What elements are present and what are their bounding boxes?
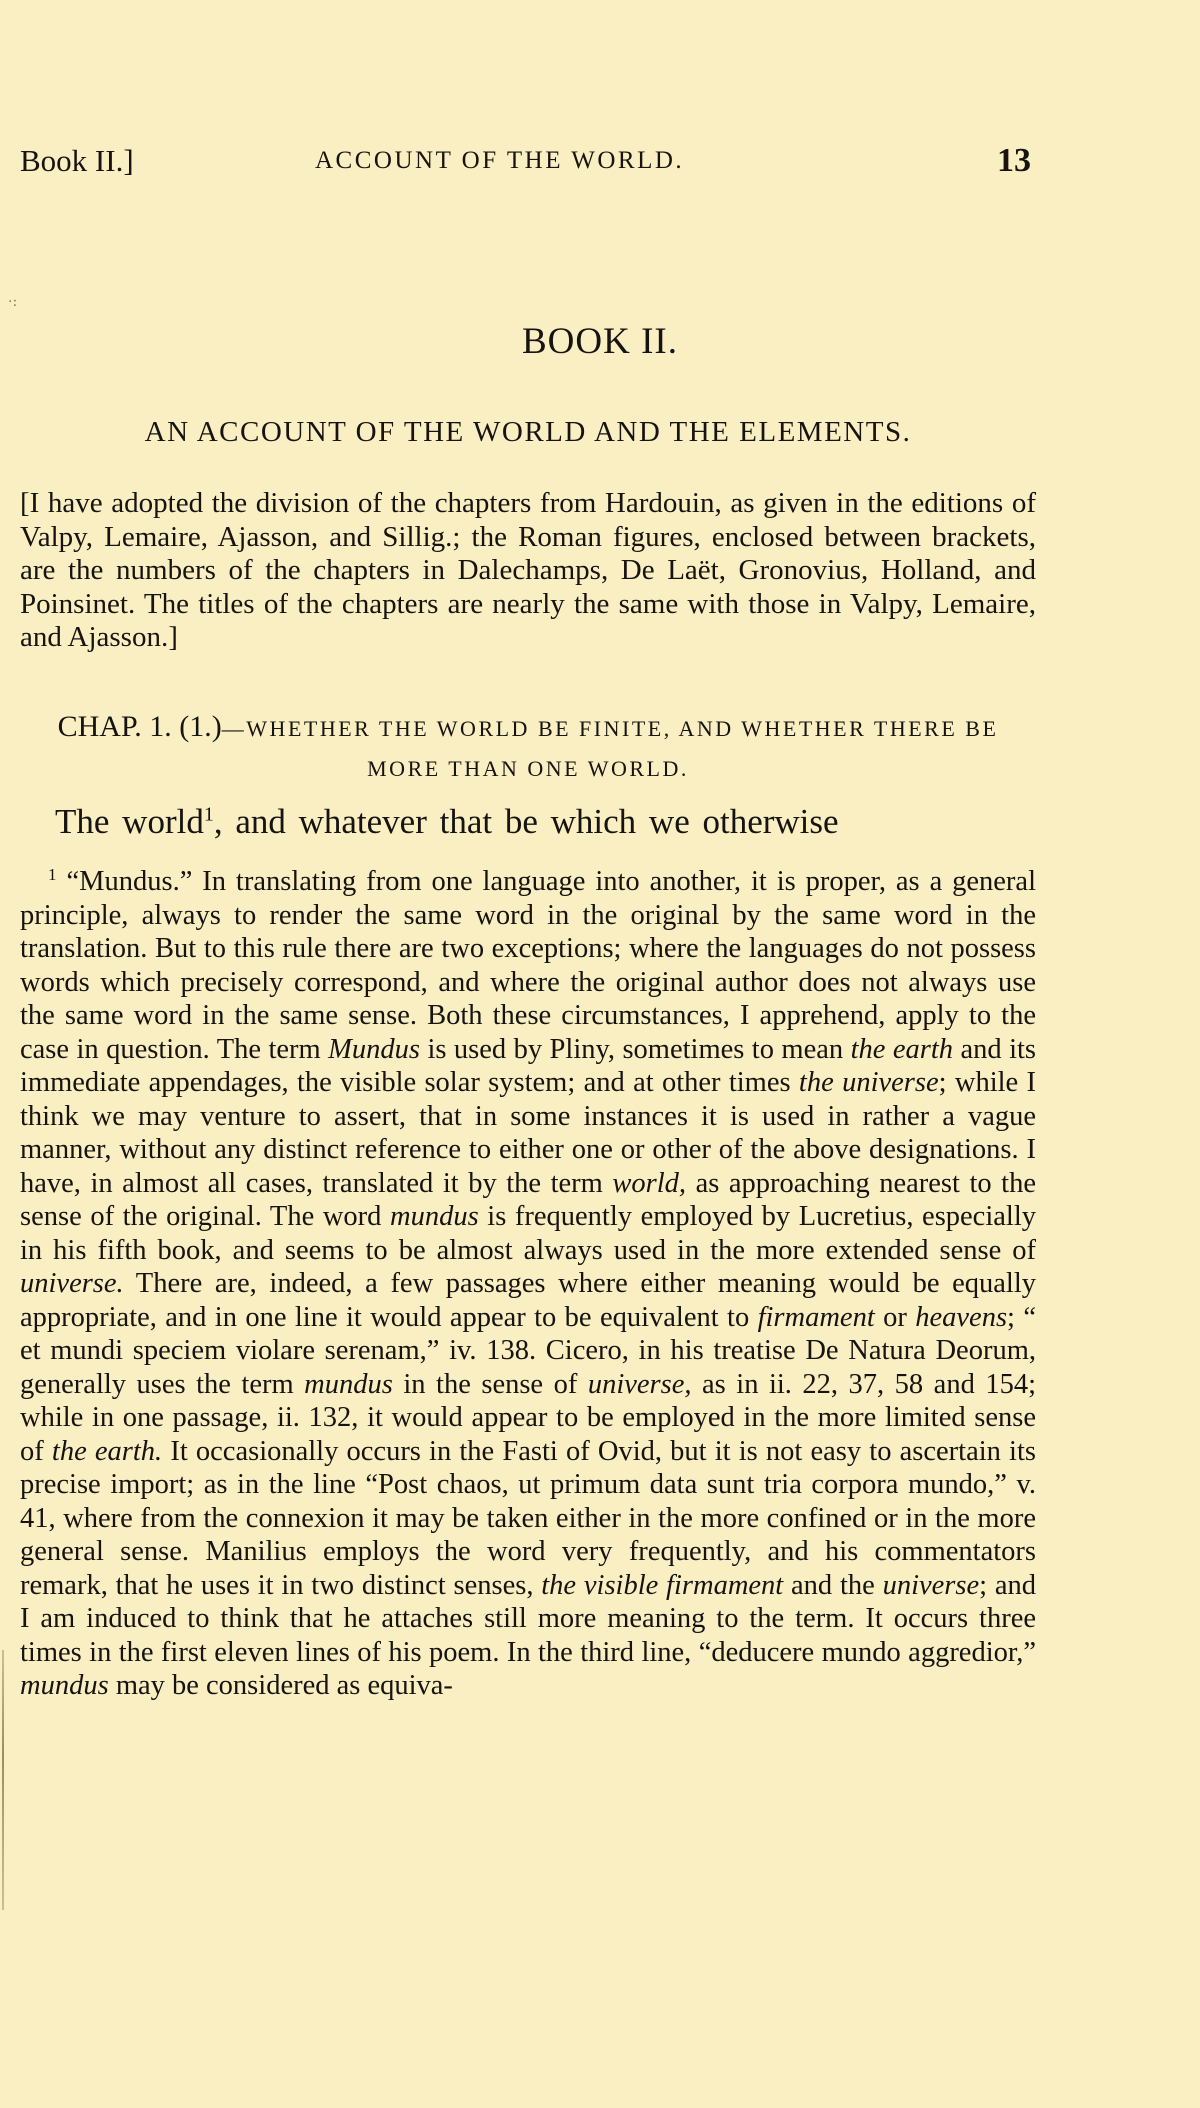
footnote-text-run: There are, indeed, a few passages where either meaning would be equally appropriate, and in one line it would appear to be equivalent to <box>20 1268 1036 1333</box>
footnote-italic-term: the visible firmament <box>541 1569 784 1601</box>
margin-speck: ·: <box>8 294 18 310</box>
footnote-italic-term: the earth <box>850 1033 954 1065</box>
book-subtitle: AN ACCOUNT OF THE WORLD AND THE ELEMENTS. <box>144 416 912 448</box>
footnote-italic-term: the earth. <box>51 1435 163 1467</box>
opening-text-end: , and whatever that be which we otherwise <box>213 802 839 841</box>
footnote-text-run: “Mundus.” In translating from one language into another, it is proper, as a general principle, always to render the same word in the original by the same word in the translation. But to this rule there are two exceptions; where the languages do not possess words which precisely correspond, and where the original author does not always use the same word in the same sense. Both these circumstances, I apprehend, apply to the case in question. The term <box>20 866 1036 1065</box>
page-gutter-shadow <box>2 1650 4 1910</box>
footnote-italic-term: universe, <box>587 1368 692 1400</box>
page-number: 13 <box>997 142 1031 179</box>
footnote-text-run: in the sense of <box>392 1368 588 1400</box>
footnote-text-run: is used by Pliny, sometimes to mean <box>420 1033 851 1065</box>
footnote-italic-term: universe <box>882 1569 980 1601</box>
footnote-text-run: is frequently employed by Lucretius, especially in his fifth book, and seems to be almost always used in the more extended sense of <box>20 1201 1036 1266</box>
opening-line <box>55 800 1041 844</box>
footnote-italic-term: world, <box>612 1167 687 1199</box>
footnote-italic-term: firmament <box>757 1301 875 1333</box>
footnote-text-run: and the <box>783 1569 883 1601</box>
footnote-text-run: as approaching nearest to the sense of the original. The word <box>20 1167 1036 1232</box>
footnote <box>20 865 1036 1703</box>
opening-text-start: The world <box>55 802 204 841</box>
footnote-text-run: and its immediate appendages, the visible solar system; and at other times <box>20 1033 1037 1098</box>
chapter-number: CHAP. 1. (1.) <box>57 710 222 743</box>
footnote-mark: 1 <box>48 864 57 884</box>
chapter-heading <box>20 707 1036 789</box>
running-head-title: ACCOUNT OF THE WORLD. <box>315 147 685 174</box>
intro-note: [I have adopted the division of the chapters from Hardouin, as given in the editions of Valpy, Lemaire, Ajasson, and Sillig.; the Roman figures, enclosed between brackets, are the numbers of the chapters in Dalechamps, De Laët, Gronovius, Holland, and Poinsinet. The titles of the chapters are nearly the same with those in Valpy, Lemaire, and Ajasson.] <box>20 487 1036 653</box>
footnote-text-run: as in ii. 22, 37, 58 and 154; while in one passage, ii. 132, it would appear to be employed in the more limited sense of <box>20 1368 1036 1467</box>
footnote-italic-term: mundus <box>390 1201 479 1232</box>
footnote-text-run: ; and I am induced to think that he attaches still more meaning to the term. It occurs three times in the first eleven lines of his poem. In the third line, “deducere mundo aggredior,” <box>20 1569 1036 1668</box>
footnote-text-run: or <box>874 1301 916 1333</box>
footnote-italic-term: universe. <box>20 1268 124 1299</box>
book-title: BOOK II. <box>522 321 678 362</box>
running-head-left: Book II.] <box>20 143 134 178</box>
footnote-italic-term: heavens <box>915 1301 1008 1333</box>
footnote-reference: 1 <box>203 803 214 826</box>
footnote-body <box>20 866 1036 1701</box>
footnote-italic-term: mundus <box>304 1368 393 1400</box>
footnote-text-run: may be considered as equiva- <box>108 1670 453 1701</box>
footnote-italic-term: the universe <box>798 1067 939 1098</box>
footnote-text-run: ; “ et mundi speciem violare serenam,” iv. 138. Cicero, in his treatise De Natura Deorum, generally uses the term <box>20 1301 1036 1400</box>
footnote-text-run: It occasionally occurs in the Fasti of Ovid, but it is not easy to ascertain its precise import; as in the line “Post chaos, ut primum data sunt tria corpora mundo,” v. 41, where from the connexion it may be taken either in the more confined or in the more general sense. Manilius employs the word very frequently, and his commentators remark, that he uses it in two distinct senses, <box>20 1435 1036 1601</box>
chapter-title: —WHETHER THE WORLD BE FINITE, AND WHETHER THERE BE MORE THAN ONE WORLD. <box>221 716 999 781</box>
footnote-text-run: ; while I think we may venture to assert, that in some instances it is used in rather a vague manner, without any distinct reference to either one or other of the above designations. I have, in almost all cases, translated it by the term <box>20 1067 1036 1199</box>
footnote-italic-term: Mundus <box>328 1033 421 1065</box>
running-head <box>20 143 1040 189</box>
footnote-italic-term: mundus <box>20 1670 109 1701</box>
